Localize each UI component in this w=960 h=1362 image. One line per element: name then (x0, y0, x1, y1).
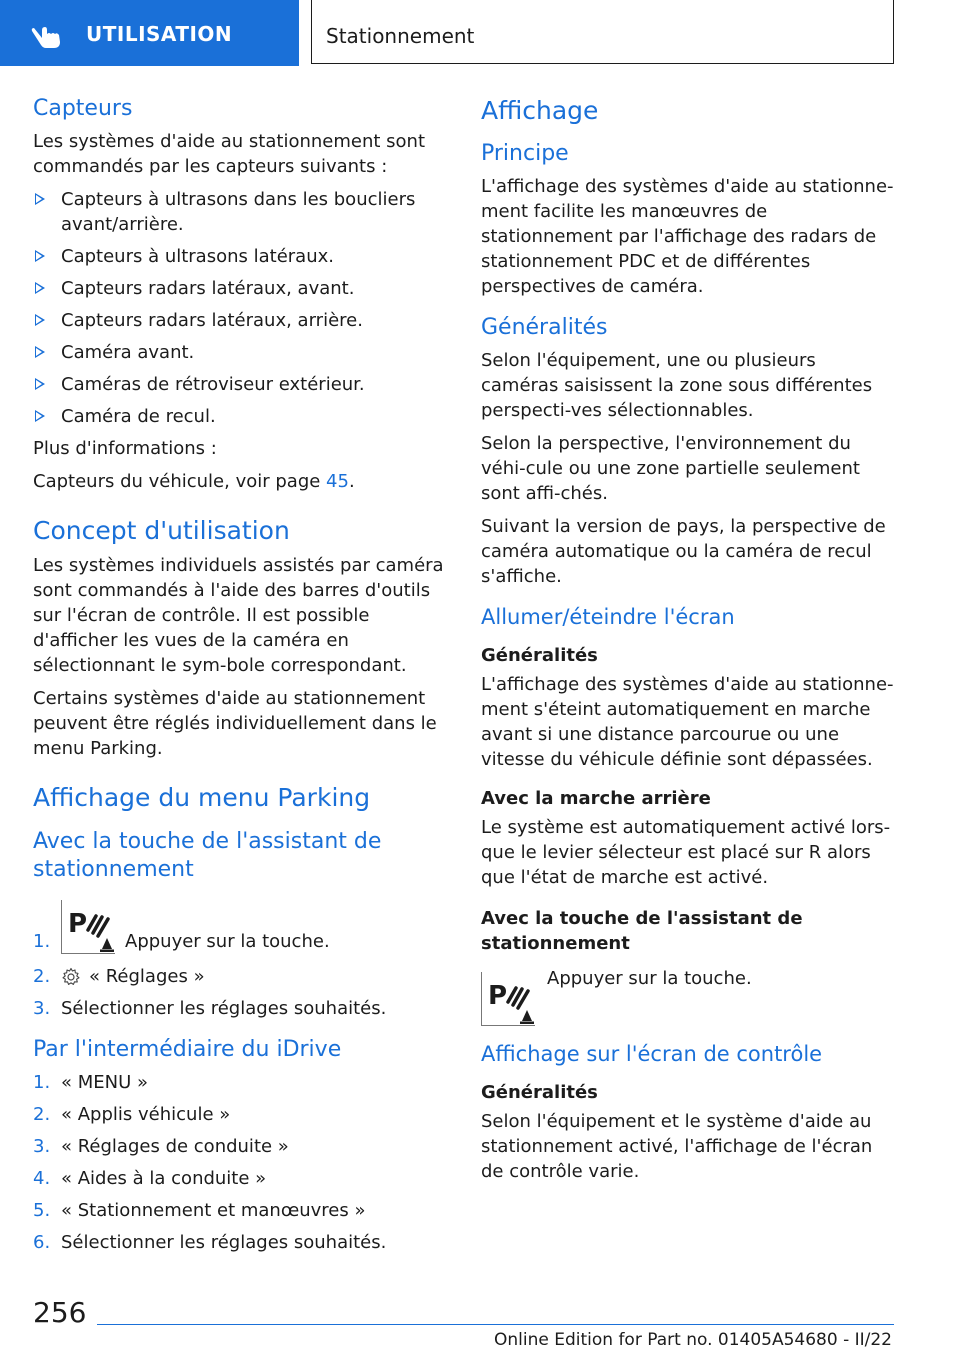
list-item: Capteurs radars latéraux, arrière. (33, 308, 448, 333)
list-item: 3. « Réglages de conduite » (33, 1136, 289, 1157)
list-item: Capteurs radars latéraux, avant. (33, 276, 448, 301)
onoff-paragraph-1: L'affichage des systèmes d'aide au stationne-ment s'éteint automatiquement en marche avant si une distance parcourue ou une vitesse du véhicule définie sont dépassées. (481, 674, 894, 770)
list-item: 5. « Stationnement et manœuvres » (33, 1200, 366, 1221)
heading-assistant-button: Avec la touche de l'assistant de stationnement (33, 829, 382, 882)
general-paragraph-3: Suivant la version de pays, la perspective de caméra automatique ou la caméra de recul s'affiche. (481, 516, 886, 587)
list-item: 2. « Applis véhicule » (33, 1104, 231, 1125)
section-tab-utilisation[interactable] (0, 0, 299, 66)
display-paragraph: Selon l'équipement et le système d'aide au stationnement activé, l'affichage de l'écran de contrôle varie. (481, 1111, 873, 1182)
pointing-hand-icon (30, 22, 66, 50)
subheading-general-display: Généralités (481, 1082, 598, 1103)
more-info: Plus d'informations : (33, 438, 217, 459)
left-column (33, 96, 448, 1263)
svg-text:P: P (488, 981, 508, 1011)
list-item: Capteurs à ultrasons dans les boucliers avant/arrière. (33, 187, 448, 237)
list-item: 6. Sélectionner les réglages souhaités. (33, 1232, 387, 1253)
heading-screen-on-off: Allumer/éteindre l'écran (481, 605, 735, 629)
sensor-list (33, 187, 448, 429)
subheading-reverse: Avec la marche arrière (481, 788, 711, 809)
heading-idrive: Par l'intermédiaire du iDrive (33, 1037, 342, 1062)
right-column (481, 96, 896, 1192)
list-item: 3. Sélectionner les réglages souhaités. (33, 998, 387, 1019)
button-instruction (481, 966, 896, 1028)
subheading-assistant-button: Avec la touche de l'assistant de stationnement (481, 908, 803, 954)
triangle-bullet-icon (35, 314, 45, 326)
heading-sensors: Capteurs (33, 96, 133, 121)
page-section-tab (311, 0, 894, 64)
assistant-button-steps (33, 900, 448, 1021)
principle-paragraph: L'affichage des systèmes d'aide au stationne-ment facilite les manœuvres de stationnement par l'affichage des radars de stationnement PDC et de différentes perspectives de caméra. (481, 176, 894, 297)
triangle-bullet-icon (35, 250, 45, 262)
triangle-bullet-icon (35, 282, 45, 294)
list-item: 1. « MENU » (33, 1072, 149, 1093)
park-assist-button-icon (61, 900, 115, 954)
list-item: 2. « Réglages » (33, 966, 205, 987)
page-header (0, 0, 896, 66)
idrive-steps (33, 1070, 448, 1255)
gear-icon (61, 967, 81, 987)
list-item: Caméras de rétroviseur extérieur. (33, 372, 448, 397)
footer-divider (97, 1324, 894, 1325)
heading-concept: Concept d'utilisation (33, 516, 290, 545)
triangle-bullet-icon (35, 193, 45, 205)
general-paragraph-2: Selon la perspective, l'environnement du véhi-cule ou une zone partielle seulement sont affi-chés. (481, 433, 860, 504)
section-label: UTILISATION (86, 22, 233, 46)
page-reference: Capteurs du véhicule, voir page 45. (33, 471, 355, 492)
triangle-bullet-icon (35, 346, 45, 358)
page-number: 256 (33, 1296, 87, 1329)
heading-principle: Principe (481, 141, 569, 166)
concept-paragraph-1: Les systèmes individuels assistés par caméra sont commandés à l'aide des barres d'outils sur l'écran de contrôle. Il est possible d'afficher les vues de la caméra en sélectionnant le sym-bole correspondant. (33, 555, 444, 676)
page-link[interactable]: 45 (326, 471, 349, 492)
press-button-text: Appuyer sur la touche. (547, 968, 752, 989)
triangle-bullet-icon (35, 410, 45, 422)
list-item: Caméra de recul. (33, 404, 448, 429)
onoff-paragraph-2: Le système est automatiquement activé lors-que le levier sélecteur est placé sur R alors que l'état de marche est activé. (481, 817, 891, 888)
triangle-bullet-icon (35, 378, 45, 390)
footer-edition: Online Edition for Part no. 01405A54680 - II/22 (493, 1330, 892, 1350)
heading-display: Affichage (481, 96, 599, 125)
list-item: Capteurs à ultrasons latéraux. (33, 244, 448, 269)
sensors-intro: Les systèmes d'aide au stationnement sont commandés par les capteurs suivants : (33, 131, 426, 177)
general-paragraph-1: Selon l'équipement, une ou plusieurs caméras saisissent la zone sous différentes perspecti-ves sélectionnables. (481, 350, 873, 421)
subheading-general: Généralités (481, 645, 598, 666)
heading-general: Généralités (481, 315, 608, 340)
list-item: Caméra avant. (33, 340, 448, 365)
page-section-label: Stationnement (326, 24, 475, 48)
list-item: 1. P Appuyer sur la touche. (33, 900, 448, 954)
heading-control-display: Affichage sur l'écran de contrôle (481, 1042, 823, 1066)
concept-paragraph-2: Certains systèmes d'aide au stationnement peuvent être réglés individuellement dans le menu Parking. (33, 688, 437, 759)
list-item: 4. « Aides à la conduite » (33, 1168, 267, 1189)
park-assist-button-icon (481, 972, 535, 1026)
heading-parking-menu: Affichage du menu Parking (33, 783, 371, 812)
svg-text:P: P (68, 909, 88, 939)
